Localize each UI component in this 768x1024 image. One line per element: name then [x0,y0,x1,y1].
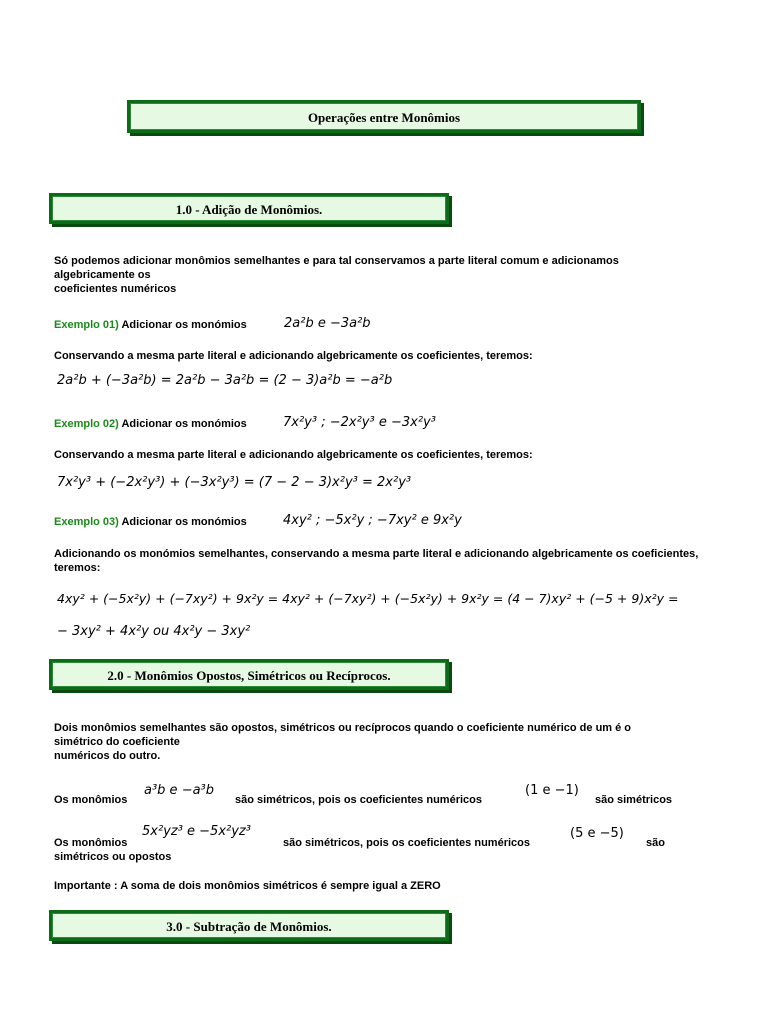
opposite-example2-post: são [646,837,665,849]
example2-label: Exemplo 02) [54,418,119,430]
example1-line [54,319,247,332]
example3-text: Adicionar os monómios [121,516,247,528]
example3-result-line2: − 3xy² + 4x²y ou 4x²y − 3xy² [57,624,251,639]
example3-result-line1: 4xy² + (−5x²y) + (−7xy²) + 9x²y = 4xy² + (−7xy²) + (−5x²y) + 9x²y = (4 − 7)xy² + (−5 + 9)x²y = [57,591,679,606]
example1-text: Adicionar os monómios [121,319,247,331]
example2-expression: 7x²y³ ; −2x²y³ e −3x²y³ [283,415,436,430]
section1-intro-line3: coeficientes numéricos [54,283,177,295]
section2-header-box [49,659,449,690]
example1-label: Exemplo 01) [54,319,119,331]
section1-intro-line1: Só podemos adicionar monômios semelhantes e para tal conservamos a parte literal comum e adicionamos [54,255,619,267]
example2-result: 7x²y³ + (−2x²y³) + (−3x²y³) = (7 − 2 − 3)x²y³ = 2x²y³ [57,475,412,490]
section2-intro-line2: simétrico do coeficiente [54,736,180,748]
opposite-example1-pre: Os monômios [54,794,128,806]
section3-header-box [49,910,449,941]
section2-intro-line3: numéricos do outro. [54,750,161,762]
opposite-example1-expression: a³b e −a³b [144,783,215,798]
example3-conservando-line1: Adicionando os monómios semelhantes, conservando a mesma parte literal e adicionando algebricamente os coeficientes, [54,548,699,560]
example1-conservando: Conservando a mesma parte literal e adicionando algebricamente os coeficientes, teremos: [54,350,533,362]
section2-intro-line1: Dois monômios semelhantes são opostos, simétricos ou recíprocos quando o coeficiente numérico de um é o [54,722,632,734]
opposite-example2-coef: (5 e −5) [570,826,624,841]
opposite-example2-expression: 5x²yz³ e −5x²yz³ [142,824,251,839]
example3-conservando-line2: teremos: [54,562,101,574]
important-note: Importante : A soma de dois monômios simétricos é sempre igual a ZERO [54,880,441,892]
example3-label: Exemplo 03) [54,516,119,528]
section3-header: 3.0 - Subtração de Monômios. [52,913,446,938]
example2-line [54,418,247,431]
opposite-example2-pre: Os monômios [54,837,128,849]
example2-conservando: Conservando a mesma parte literal e adicionando algebricamente os coeficientes, teremos: [54,449,533,461]
section1-header: 1.0 - Adição de Monômios. [52,196,446,221]
section2-header: 2.0 - Monômios Opostos, Simétricos ou Recíprocos. [52,662,446,687]
section1-intro-line2: algebricamente os [54,269,151,281]
page-title-box [127,100,641,133]
example3-expression: 4xy² ; −5x²y ; −7xy² e 9x²y [283,513,462,528]
opposite-example1-mid: são simétricos, pois os coeficientes numéricos [235,794,482,806]
opposite-example2-post2: simétricos ou opostos [54,851,172,863]
opposite-example1-post: são simétricos [595,794,673,806]
page-title: Operações entre Monômios [130,103,638,130]
example1-result: 2a²b + (−3a²b) = 2a²b − 3a²b = (2 − 3)a²b = −a²b [57,373,393,388]
example2-text: Adicionar os monómios [121,418,247,430]
example3-line [54,516,247,529]
section1-header-box [49,193,449,224]
example1-expression: 2a²b e −3a²b [284,316,371,331]
opposite-example2-mid: são simétricos, pois os coeficientes numéricos [283,837,530,849]
opposite-example1-coef: (1 e −1) [525,783,579,798]
